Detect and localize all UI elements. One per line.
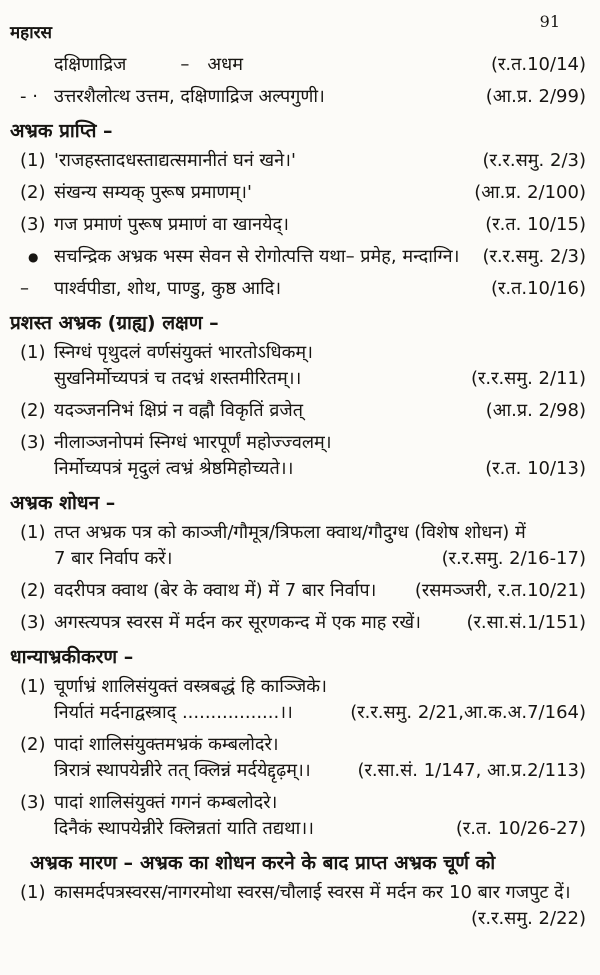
section-heading (10, 490, 586, 516)
item-line (54, 276, 586, 302)
section (10, 490, 586, 636)
line-text: नीलाञ्जनोपमं स्निग्धं भारपूर्णं महोज्ज्वलम्। (54, 432, 332, 453)
section-heading-text: अभ्रक प्राप्ति – (10, 120, 113, 142)
section-heading (10, 644, 586, 670)
item-line (54, 244, 586, 270)
item-marker: (3) (20, 792, 46, 813)
list-item (10, 732, 586, 784)
line-text: चूर्णाभ्रं शालिसंयुक्तं वस्त्रबद्धं हि काञ्जिके। (54, 676, 327, 697)
list-item (10, 398, 586, 424)
line-text: पार्श्वपीडा, शोथ, पाण्डु, कुष्ठ आदि। (54, 278, 282, 299)
line-ref: (र.त. 10/13) (485, 458, 586, 479)
list-item (10, 212, 586, 238)
item-marker: (2) (20, 182, 46, 203)
line-text: 'राजहस्तादधस्ताद्यत्समानीतं घनं खने।' (54, 150, 296, 171)
section (10, 644, 586, 842)
section-heading-text: अभ्रक शोधन – (10, 492, 116, 514)
item-line (54, 906, 586, 932)
section-heading-text: अभ्रक मारण – (30, 852, 133, 874)
line-ref: (र.त. 10/26-27) (455, 818, 586, 839)
running-head: महारस (10, 23, 53, 43)
line-text: पादां शालिसंयुक्तं गगनं कम्बलोदरे। (54, 792, 278, 813)
item-line (54, 758, 586, 784)
line-text: स्निग्धं पृथुदलं वर्णसंयुक्तं भारतोऽधिकम्। (54, 342, 313, 363)
item-marker: – (20, 278, 29, 299)
line-ref: (र.र.समु. 2/21,आ.क.अ.7/164) (350, 702, 586, 723)
list-item (10, 340, 586, 392)
item-lines (54, 732, 586, 784)
item-line (54, 84, 586, 110)
line-ref: (आ.प्र. 2/98) (485, 400, 586, 421)
item-line (54, 340, 586, 366)
section (10, 118, 586, 302)
item-line (54, 52, 586, 78)
section-heading-text: प्रशस्त अभ्रक (ग्राह्य) लक्षण – (10, 312, 219, 334)
item-marker: (2) (20, 734, 46, 755)
line-text: वदरीपत्र क्वाथ (बेर के क्वाथ में) में 7 बार निर्वाप। (54, 580, 377, 601)
line-text: उत्तरशैलोत्थ उत्तम, दक्षिणाद्रिज अल्पगुणी। (54, 86, 325, 107)
list-item (10, 84, 586, 110)
item-marker: (1) (20, 150, 46, 171)
line-ref: (र.र.समु. 2/3) (482, 150, 586, 171)
section (10, 850, 586, 932)
item-marker: (2) (20, 400, 46, 421)
section-heading-suffix: अभ्रक का शोधन करने के बाद प्राप्त अभ्रक चूर्ण को (140, 852, 496, 874)
item-lines (54, 212, 586, 238)
item-line (54, 674, 586, 700)
section-heading (30, 850, 586, 876)
line-text: तप्त अभ्रक पत्र को काञ्जी/गौमूत्र/त्रिफला क्वाथ/गौदुग्ध (विशेष शोधन) में (54, 522, 526, 543)
item-lines (54, 244, 586, 270)
item-marker: (1) (20, 522, 46, 543)
section-heading (10, 310, 586, 336)
line-text: पादां शालिसंयुक्तमभ्रकं कम्बलोदरे। (54, 734, 279, 755)
section (10, 52, 586, 110)
item-line (54, 790, 586, 816)
item-line (54, 148, 586, 174)
list-item (10, 578, 586, 604)
item-line (54, 212, 586, 238)
item-lines (54, 880, 586, 932)
line-text: यदञ्जननिभं क्षिप्रं न वह्नौ विकृतिं व्रजेत् (54, 400, 303, 421)
item-line (54, 398, 586, 424)
line-ref: (र.त. 10/15) (485, 214, 586, 235)
line-ref: (र.र.समु. 2/11) (470, 368, 586, 389)
item-line (54, 456, 586, 482)
item-marker: (1) (20, 342, 46, 363)
line-ref: (र.सा.सं. 1/147, आ.प्र.2/113) (357, 760, 586, 781)
page-content (10, 52, 586, 932)
line-ref: (आ.प्र. 2/99) (485, 86, 586, 107)
item-lines (54, 84, 586, 110)
page-number: 91 (539, 12, 560, 31)
line-ref: (र.सा.सं.1/151) (466, 612, 586, 633)
item-line (54, 366, 586, 392)
page-header (10, 12, 586, 42)
list-item (10, 790, 586, 842)
item-line (54, 732, 586, 758)
item-marker: (3) (20, 612, 46, 633)
line-ref: (र.र.समु. 2/3) (482, 246, 586, 267)
list-item (10, 52, 586, 78)
item-lines (54, 520, 586, 572)
line-text: निर्मोच्यपत्रं मृदुलं त्वभ्रं श्रेष्ठमिहोच्यते।। (54, 458, 294, 479)
list-item (10, 148, 586, 174)
item-line (54, 520, 586, 546)
item-lines (54, 610, 586, 636)
item-lines (54, 578, 586, 604)
item-marker: (2) (20, 580, 46, 601)
item-marker: (1) (20, 882, 46, 903)
line-text: सचन्द्रिक अभ्रक भस्म सेवन से रोगोत्पत्ति यथा– प्रमेह, मन्दाग्नि। (54, 246, 460, 267)
list-item (10, 610, 586, 636)
item-lines (54, 430, 586, 482)
line-ref: (र.त.10/16) (491, 278, 586, 299)
item-marker: (3) (20, 214, 46, 235)
item-lines (54, 180, 586, 206)
item-marker: (1) (20, 676, 46, 697)
line-text: त्रिरात्रं स्थापयेन्नीरे तत् क्लिन्नं मर्दयेद्दृढ़म्।। (54, 760, 311, 781)
item-lines (54, 398, 586, 424)
item-line (54, 546, 586, 572)
line-text: 7 बार निर्वाप करें। (54, 548, 173, 569)
item-marker (10, 52, 54, 78)
section-heading-text: धान्याभ्रकीकरण – (10, 646, 134, 668)
line-text: अगस्त्यपत्र स्वरस में मर्दन कर सूरणकन्द में एक माह रखें। (54, 612, 421, 633)
bullet-icon: ● (28, 250, 39, 264)
list-item (10, 674, 586, 726)
section-heading (10, 118, 586, 144)
line-text: कासमर्दपत्रस्वरस/नागरमोथा स्वरस/चौलाई स्वरस में मर्दन कर 10 बार गजपुट दें। (54, 882, 571, 903)
item-lines (54, 148, 586, 174)
item-line (54, 578, 586, 604)
item-lines (54, 276, 586, 302)
list-item (10, 180, 586, 206)
line-text: दक्षिणाद्रिज – अधम (54, 54, 243, 75)
item-line (54, 610, 586, 636)
item-line (54, 816, 586, 842)
item-line (54, 430, 586, 456)
item-lines (54, 52, 586, 78)
line-text: निर्यातं मर्दनाद्वस्त्राद् .................।। (54, 702, 293, 723)
item-marker: (3) (20, 432, 46, 453)
item-lines (54, 674, 586, 726)
item-line (54, 700, 586, 726)
item-lines (54, 340, 586, 392)
item-marker: - · (20, 86, 38, 107)
line-ref: (र.त.10/14) (491, 54, 586, 75)
line-text: सुखनिर्मोच्यपत्रं च तदभ्रं शस्तमीरितम्।। (54, 368, 302, 389)
list-item (10, 276, 586, 302)
item-line (54, 880, 586, 906)
list-item (10, 880, 586, 932)
item-line (54, 180, 586, 206)
list-item (10, 244, 586, 270)
line-ref: (र.र.समु. 2/22) (470, 908, 586, 929)
section (10, 310, 586, 482)
line-ref: (रसमञ्जरी, र.त.10/21) (414, 580, 586, 601)
list-item (10, 520, 586, 572)
line-text: दिनैकं स्थापयेन्नीरे क्लिन्नतां याति तद्यथा।। (54, 818, 314, 839)
line-text: संखन्य सम्यक् पुरूष प्रमाणम्।' (54, 182, 252, 203)
line-ref: (र.र.समु. 2/16-17) (441, 548, 586, 569)
item-lines (54, 790, 586, 842)
line-ref: (आ.प्र. 2/100) (474, 182, 586, 203)
list-item (10, 430, 586, 482)
line-text: गज प्रमाणं पुरूष प्रमाणं वा खानयेद्। (54, 214, 289, 235)
